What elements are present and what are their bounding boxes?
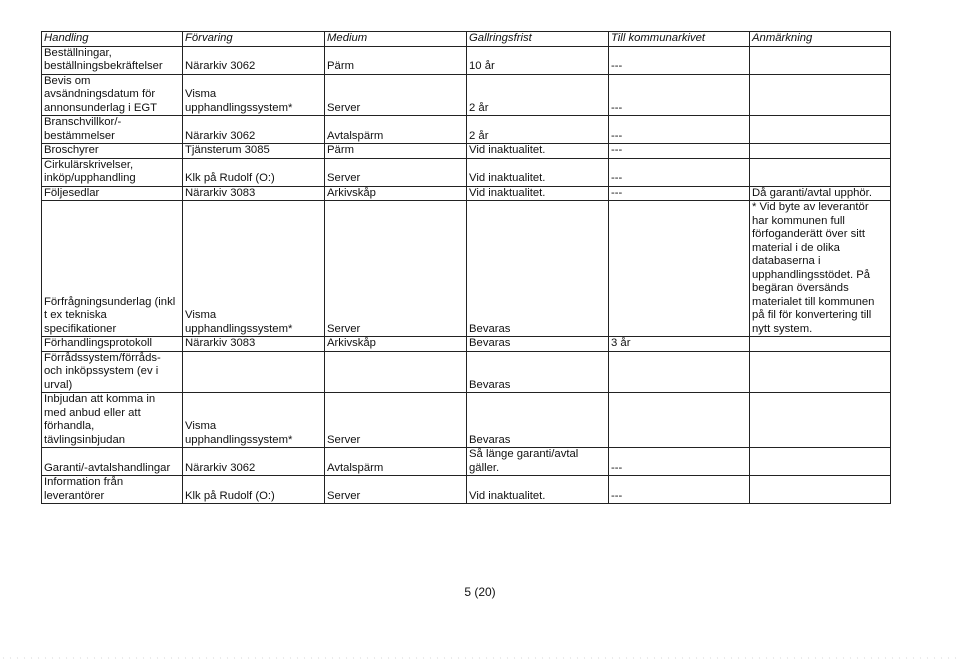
- table-row: [42, 144, 891, 159]
- cell-handling: Följesedlar: [42, 186, 183, 201]
- cell-forvaring: Tjänsterum 3085: [183, 144, 325, 159]
- header-anmarkning: Anmärkning: [750, 32, 891, 47]
- cell-till-kommunarkivet: ---: [609, 46, 750, 74]
- cell-forvaring: Visma upphandlingssystem*: [183, 74, 325, 116]
- cell-anmarkning: * Vid byte av leverantör har kommunen full förfoganderätt över sitt material i de olika databaserna i upphandlingsstödet. På begäran översänds materialet till kommunen på fil för konvertering till nytt system.: [750, 201, 891, 337]
- cell-anmarkning: [750, 448, 891, 476]
- cell-till-kommunarkivet: ---: [609, 476, 750, 504]
- cell-forvaring: Visma upphandlingssystem*: [183, 201, 325, 337]
- cell-gallringsfrist: 2 år: [467, 116, 609, 144]
- cell-till-kommunarkivet: ---: [609, 186, 750, 201]
- cell-forvaring: Närarkiv 3062: [183, 46, 325, 74]
- cell-gallringsfrist: 2 år: [467, 74, 609, 116]
- cell-forvaring: [183, 351, 325, 393]
- cell-anmarkning: [750, 351, 891, 393]
- cell-anmarkning: [750, 476, 891, 504]
- cell-forvaring: Närarkiv 3062: [183, 116, 325, 144]
- cell-forvaring: Klk på Rudolf (O:): [183, 158, 325, 186]
- cell-till-kommunarkivet: 3 år: [609, 337, 750, 352]
- cell-medium: [325, 351, 467, 393]
- cell-till-kommunarkivet: [609, 201, 750, 337]
- cell-anmarkning: [750, 116, 891, 144]
- cell-anmarkning: Då garanti/avtal upphör.: [750, 186, 891, 201]
- cell-handling: Information från leverantörer: [42, 476, 183, 504]
- table-row: [42, 476, 891, 504]
- cell-forvaring: Närarkiv 3083: [183, 186, 325, 201]
- table-row: [42, 337, 891, 352]
- table-row: [42, 46, 891, 74]
- cell-gallringsfrist: Bevaras: [467, 351, 609, 393]
- cell-medium: Server: [325, 201, 467, 337]
- cell-till-kommunarkivet: ---: [609, 74, 750, 116]
- cell-gallringsfrist: Bevaras: [467, 201, 609, 337]
- cell-forvaring: Visma upphandlingssystem*: [183, 393, 325, 448]
- cell-forvaring: Närarkiv 3083: [183, 337, 325, 352]
- cell-medium: Arkivskåp: [325, 337, 467, 352]
- cell-forvaring: Närarkiv 3062: [183, 448, 325, 476]
- cell-handling: Branschvillkor/- bestämmelser: [42, 116, 183, 144]
- cell-medium: Pärm: [325, 144, 467, 159]
- cell-anmarkning: [750, 337, 891, 352]
- cell-forvaring: Klk på Rudolf (O:): [183, 476, 325, 504]
- cell-anmarkning: [750, 74, 891, 116]
- cell-gallringsfrist: Bevaras: [467, 337, 609, 352]
- cell-medium: Server: [325, 74, 467, 116]
- table-row: [42, 74, 891, 116]
- cell-till-kommunarkivet: ---: [609, 158, 750, 186]
- cell-handling: Beställningar, beställningsbekräftelser: [42, 46, 183, 74]
- cell-gallringsfrist: Vid inaktualitet.: [467, 144, 609, 159]
- table-row: [42, 158, 891, 186]
- cell-gallringsfrist: Vid inaktualitet.: [467, 158, 609, 186]
- cell-medium: Avtalspärm: [325, 448, 467, 476]
- scan-artifact-line: [0, 656, 960, 660]
- cell-handling: Broschyrer: [42, 144, 183, 159]
- table-row: [42, 201, 891, 337]
- header-forvaring: Förvaring: [183, 32, 325, 47]
- cell-till-kommunarkivet: ---: [609, 144, 750, 159]
- cell-gallringsfrist: Så länge garanti/avtal gäller.: [467, 448, 609, 476]
- table-header-row: [42, 32, 891, 47]
- table-row: [42, 186, 891, 201]
- cell-till-kommunarkivet: ---: [609, 116, 750, 144]
- cell-handling: Förhandlingsprotokoll: [42, 337, 183, 352]
- cell-gallringsfrist: Bevaras: [467, 393, 609, 448]
- cell-medium: Pärm: [325, 46, 467, 74]
- cell-handling: Förfrågningsunderlag (inkl t ex tekniska specifikationer: [42, 201, 183, 337]
- cell-handling: Cirkulärskrivelser, inköp/upphandling: [42, 158, 183, 186]
- cell-medium: Arkivskåp: [325, 186, 467, 201]
- cell-till-kommunarkivet: [609, 351, 750, 393]
- page-number: 5 (20): [464, 585, 496, 599]
- cell-handling: Garanti/-avtalshandlingar: [42, 448, 183, 476]
- table-row: [42, 351, 891, 393]
- cell-till-kommunarkivet: [609, 393, 750, 448]
- cell-gallringsfrist: Vid inaktualitet.: [467, 476, 609, 504]
- cell-handling: Förrådssystem/förråds- och inköpssystem (ev i urval): [42, 351, 183, 393]
- header-till-kommunarkivet: Till kommunarkivet: [609, 32, 750, 47]
- cell-medium: Server: [325, 393, 467, 448]
- cell-anmarkning: [750, 46, 891, 74]
- table-row: [42, 116, 891, 144]
- cell-till-kommunarkivet: ---: [609, 448, 750, 476]
- cell-medium: Avtalspärm: [325, 116, 467, 144]
- table-row: [42, 448, 891, 476]
- header-gallringsfrist: Gallringsfrist: [467, 32, 609, 47]
- cell-anmarkning: [750, 393, 891, 448]
- cell-anmarkning: [750, 144, 891, 159]
- cell-handling: Bevis om avsändningsdatum för annonsunderlag i EGT: [42, 74, 183, 116]
- table-row: [42, 393, 891, 448]
- header-medium: Medium: [325, 32, 467, 47]
- cell-anmarkning: [750, 158, 891, 186]
- cell-gallringsfrist: 10 år: [467, 46, 609, 74]
- cell-handling: Inbjudan att komma in med anbud eller att förhandla, tävlingsinbjudan: [42, 393, 183, 448]
- cell-medium: Server: [325, 476, 467, 504]
- header-handling: Handling: [42, 32, 183, 47]
- document-table: [41, 31, 891, 504]
- cell-medium: Server: [325, 158, 467, 186]
- cell-gallringsfrist: Vid inaktualitet.: [467, 186, 609, 201]
